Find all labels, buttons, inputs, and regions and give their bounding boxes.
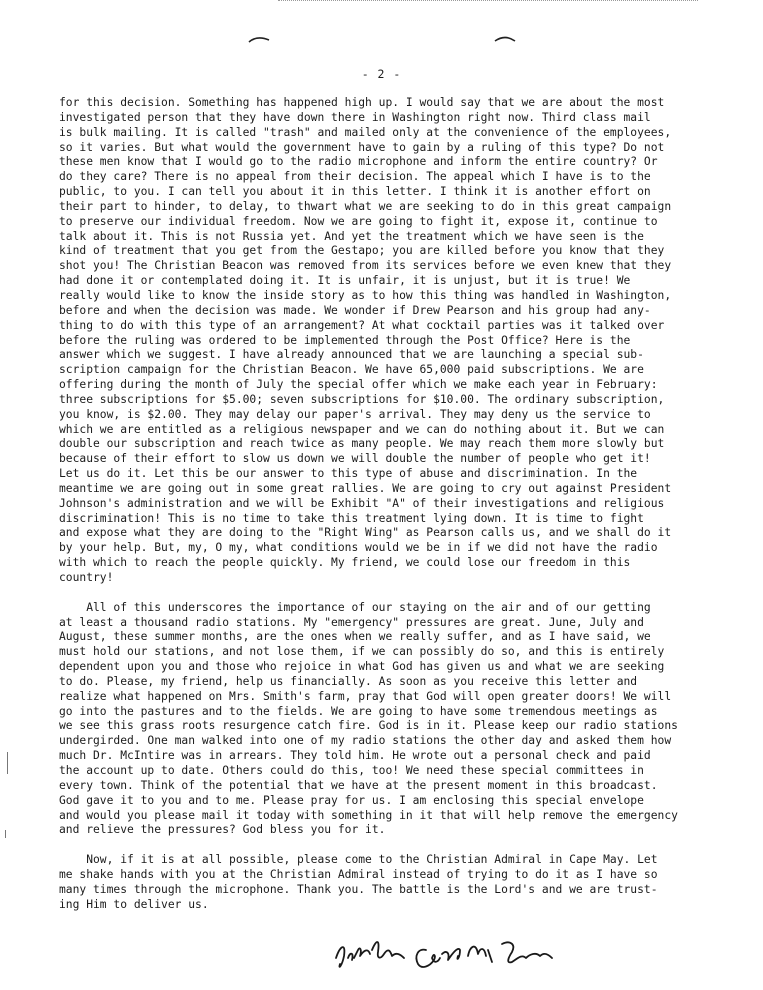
text-line: kind of treatment that you get from the Gestapo; you are killed before you know that they bbox=[59, 244, 665, 258]
text-line: before the ruling was ordered to be implemented through the Post Office? Here is the bbox=[59, 333, 631, 347]
text-line: really would like to know the inside story as to how this thing was handled in Washington, bbox=[59, 288, 672, 302]
handwritten-signature bbox=[330, 928, 560, 980]
text-line: ing Him to deliver us. bbox=[59, 897, 209, 911]
text-line: All of this underscores the importance of our staying on the air and of our getting bbox=[59, 600, 651, 614]
text-line: double our subscription and reach twice as many people. We may reach them more slowly but bbox=[59, 437, 665, 451]
text-line: these men know that I would go to the radio microphone and inform the entire country? Or bbox=[59, 155, 658, 169]
text-line: Now, if it is at all possible, please come to the Christian Admiral in Cape May. Let bbox=[59, 853, 658, 867]
text-line: answer which we suggest. I have already announced that we are launching a special sub- bbox=[59, 348, 644, 362]
text-line: shot you! The Christian Beacon was removed from its services before we even knew that they bbox=[59, 259, 672, 273]
left-margin-scan-mark bbox=[7, 752, 8, 774]
text-line: Let us do it. Let this be our answer to this type of abuse and discrimination. In the bbox=[59, 467, 638, 481]
text-line: to do. Please, my friend, help us financially. As soon as you receive this letter and bbox=[59, 674, 638, 688]
text-line: three subscriptions for $5.00; seven subscriptions for $10.00. The ordinary subscription, bbox=[59, 392, 665, 406]
text-line: for this decision. Something has happened high up. I would say that we are about the most bbox=[59, 96, 665, 109]
text-line: me shake hands with you at the Christian Admiral instead of trying to do it as I have so bbox=[59, 867, 658, 881]
text-line: the account up to date. Others could do this, too! We need these special committees in bbox=[59, 764, 644, 778]
top-edge-dotted-rule bbox=[278, 0, 698, 4]
text-line: investigated person that they have down there in Washington right now. Third class mail bbox=[59, 110, 651, 124]
text-line: which we are entitled as a religious newspaper and we can do nothing about it. But we can bbox=[59, 422, 665, 436]
text-line: is bulk mailing. It is called "trash" and mailed only at the convenience of the employees, bbox=[59, 125, 672, 139]
text-line: had done it or contemplated doing it. It is unfair, it is unjust, but it is true! We bbox=[59, 274, 631, 288]
text-line: go into the pastures and to the fields. We are going to have some tremendous meetings as bbox=[59, 704, 658, 718]
text-line: and would you please mail it today with something in it that will help remove the emergency bbox=[59, 808, 678, 822]
top-left-curl-mark bbox=[248, 34, 270, 44]
text-line: God gave it to you and to me. Please pray for us. I am enclosing this special envelope bbox=[59, 793, 644, 807]
text-line: so it varies. But what would the government have to gain by a ruling of this type? Do not bbox=[59, 140, 665, 154]
text-line: do they care? There is no appeal from their decision. The appeal which I have is to the bbox=[59, 170, 651, 184]
text-line: offering during the month of July the special offer which we make each year in February: bbox=[59, 378, 658, 392]
text-line: with which to reach the people quickly. My friend, we could lose our freedom in this bbox=[59, 556, 631, 570]
text-line: we see this grass roots resurgence catch fire. God is in it. Please keep our radio stations bbox=[59, 719, 678, 733]
text-line: their part to hinder, to delay, to thwart what we are seeking to do in this great campaign bbox=[59, 199, 672, 213]
text-line: August, these summer months, are the ones when we really suffer, and as I have said, we bbox=[59, 630, 651, 644]
text-line: at least a thousand radio stations. My "emergency" pressures are great. June, July and bbox=[59, 615, 644, 629]
text-line: to preserve our individual freedom. Now we are going to fight it, expose it, continue to bbox=[59, 214, 658, 228]
text-line: and relieve the pressures? God bless you for it. bbox=[59, 823, 386, 837]
text-line: before and when the decision was made. We wonder if Drew Pearson and his group had any- bbox=[59, 303, 651, 317]
text-line: every town. Think of the potential that we have at the present moment in this broadcast. bbox=[59, 778, 658, 792]
text-line: Johnson's administration and we will be Exhibit "A" of their investigations and religious bbox=[59, 496, 665, 510]
text-line: realize what happened on Mrs. Smith's farm, pray that God will open greater doors! We will bbox=[59, 689, 672, 703]
letter-paragraph bbox=[59, 96, 749, 586]
text-line: you know, is $2.00. They may delay our paper's arrival. They may deny us the service to bbox=[59, 407, 651, 421]
page-number: - 2 - bbox=[361, 67, 402, 81]
text-line: many times through the microphone. Thank you. The battle is the Lord's and we are trust- bbox=[59, 882, 658, 896]
text-line: discrimination! This is no time to take this treatment lying down. It is time to fight bbox=[59, 511, 644, 525]
left-margin-scan-mark bbox=[5, 830, 6, 838]
text-line: scription campaign for the Christian Beacon. We have 65,000 paid subscriptions. We are bbox=[59, 363, 644, 377]
letter-body bbox=[59, 96, 749, 913]
text-line: talk about it. This is not Russia yet. And yet the treatment which we have seen is the bbox=[59, 229, 644, 243]
text-line: public, to you. I can tell you about it in this letter. I think it is another effort on bbox=[59, 185, 651, 199]
text-line: meantime we are going out in some great rallies. We are going to cry out against President bbox=[59, 481, 672, 495]
text-line: because of their effort to slow us down we will double the number of people who get it! bbox=[59, 452, 651, 466]
top-right-curl-mark bbox=[494, 34, 516, 44]
letter-paragraph bbox=[59, 601, 749, 839]
text-line: country! bbox=[59, 571, 114, 584]
letter-paragraph bbox=[59, 853, 749, 912]
text-line: dependent upon you and those who rejoice in what God has given us and what we are seeking bbox=[59, 660, 665, 674]
text-line: thing to do with this type of an arrangement? At what cocktail parties was it talked over bbox=[59, 318, 665, 332]
text-line: must hold our stations, and not lose them, if we can possibly do so, and this is entirely bbox=[59, 645, 665, 659]
text-line: by your help. But, my, O my, what conditions would we be in if we did not have the radio bbox=[59, 541, 658, 555]
text-line: much Dr. McIntire was in arrears. They told him. He wrote out a personal check and paid bbox=[59, 749, 651, 763]
text-line: and expose what they are doing to the "Right Wing" as Pearson calls us, and we shall do it bbox=[59, 526, 672, 540]
text-line: undergirded. One man walked into one of my radio stations the other day and asked them how bbox=[59, 734, 672, 748]
